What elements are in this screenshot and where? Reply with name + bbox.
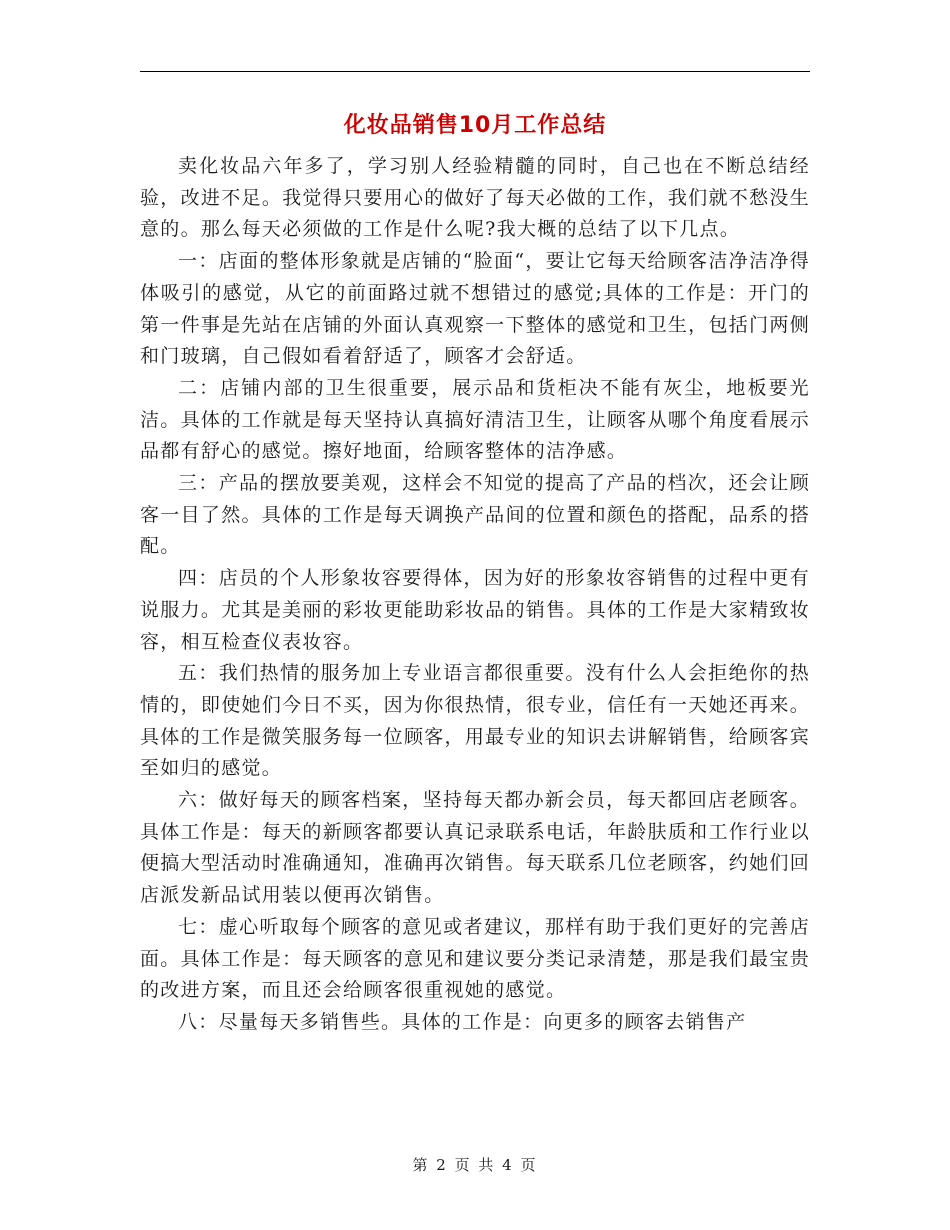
document-title: 化妆品销售10月工作总结 [343,113,607,138]
paragraph-point-1: 一：店面的整体形象就是店铺的“脸面“，要让它每天给顾客洁净洁净得体吸引的感觉，从它的前面路过就不想错过的感觉;具体的工作是：开门的第一件事是先站在店铺的外面认真观察一下整体的感觉和卫生，包括门两侧和门玻璃，自己假如看着舒适了，顾客才会舒适。 [140,250,810,368]
page-number-footer: 第 2 页 共 4 页 [412,1156,538,1174]
paragraph-point-3: 三：产品的摆放要美观，这样会不知觉的提高了产品的档次，还会让顾客一目了然。具体的工作是每天调换产品间的位置和颜色的搭配，品系的搭配。 [140,472,810,558]
document-body [140,151,810,1039]
paragraph-point-2: 二：店铺内部的卫生很重要，展示品和货柜决不能有灰尘，地板要光洁。具体的工作就是每天坚持认真搞好清洁卫生，让顾客从哪个角度看展示品都有舒心的感觉。擦好地面，给顾客整体的洁净感。 [140,376,810,463]
paragraph-point-7: 七：虚心听取每个顾客的意见或者建议，那样有助于我们更好的完善店面。具体工作是：每天顾客的意见和建议要分类记录清楚，那是我们最宝贵的改进方案，而且还会给顾客很重视她的感觉。 [140,915,810,1002]
paragraph-intro: 卖化妆品六年多了，学习别人经验精髓的同时，自己也在不断总结经验，改进不足。我觉得只要用心的做好了每天必做的工作，我们就不愁没生意的。那么每天必须做的工作是什么呢?我大概的总结了以下几点。 [140,155,810,241]
paragraph-point-5: 五：我们热情的服务加上专业语言都很重要。没有什么人会拒绝你的热情的，即使她们今日不买，因为你很热情，很专业，信任有一天她还再来。具体的工作是微笑服务每一位顾客，用最专业的知识去讲解销售，给顾客宾至如归的感觉。 [140,662,810,780]
paragraph-point-4: 四：店员的个人形象妆容要得体，因为好的形象妆容销售的过程中更有说服力。尤其是美丽的彩妆更能助彩妆品的销售。具体的工作是大家精致妆容，相互检查仪表妆容。 [140,567,810,653]
header-rule [140,71,810,72]
paragraph-point-8: 八：尽量每天多销售些。具体的工作是：向更多的顾客去销售产 [178,1010,747,1033]
paragraph-point-6: 六：做好每天的顾客档案，坚持每天都办新会员，每天都回店老顾客。具体工作是：每天的新顾客都要认真记录联系电话，年龄肤质和工作行业以便搞大型活动时准确通知，准确再次销售。每天联系几位老顾客，约她们回店派发新品试用装以便再次销售。 [140,789,810,907]
